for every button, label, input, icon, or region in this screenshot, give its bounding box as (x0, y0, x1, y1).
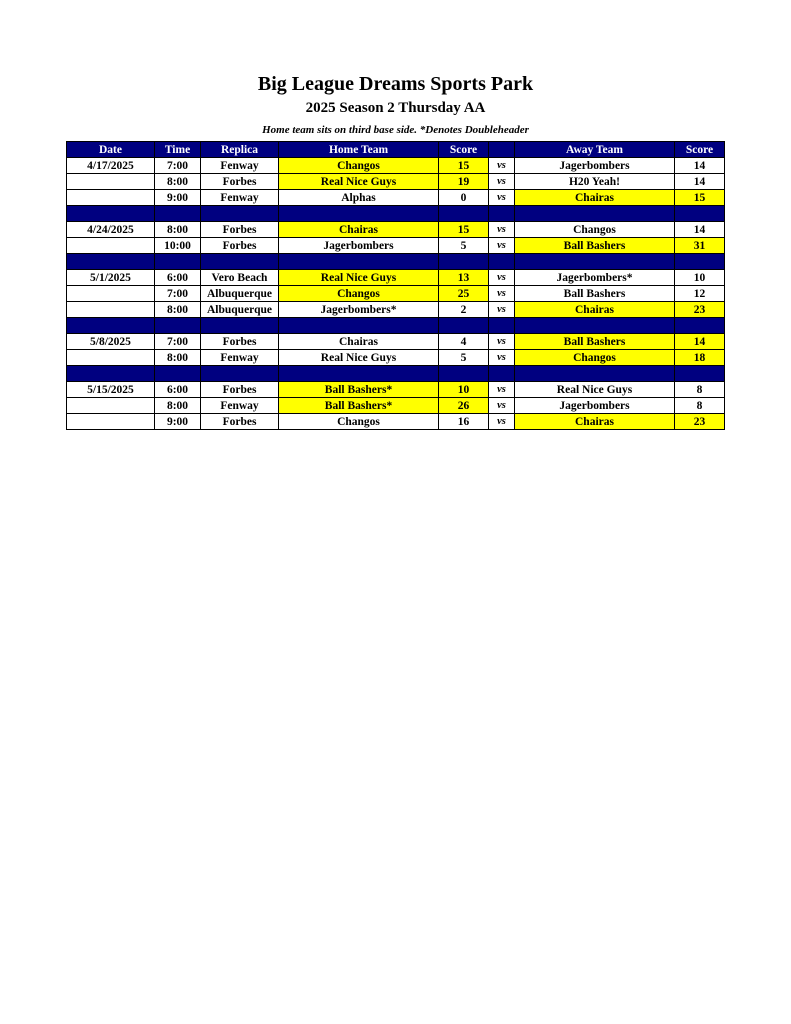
away-team: Ball Bashers (515, 286, 675, 302)
game-date: 4/17/2025 (67, 158, 155, 174)
separator-cell (675, 206, 725, 222)
game-replica: Vero Beach (201, 270, 279, 286)
game-time: 10:00 (155, 238, 201, 254)
game-time: 6:00 (155, 382, 201, 398)
away-score: 23 (675, 414, 725, 430)
away-team: Chairas (515, 414, 675, 430)
game-date (67, 174, 155, 190)
separator-cell (279, 366, 439, 382)
away-team: Changos (515, 350, 675, 366)
away-team: Chairas (515, 190, 675, 206)
game-date (67, 302, 155, 318)
away-team: Jagerbombers (515, 158, 675, 174)
separator-cell (675, 318, 725, 334)
vs-label: vs (489, 334, 515, 350)
separator-cell (515, 206, 675, 222)
game-date (67, 350, 155, 366)
home-score: 19 (439, 174, 489, 190)
vs-label: vs (489, 270, 515, 286)
separator-cell (489, 318, 515, 334)
away-score: 10 (675, 270, 725, 286)
home-score: 15 (439, 158, 489, 174)
game-replica: Albuquerque (201, 286, 279, 302)
away-score: 14 (675, 158, 725, 174)
separator-cell (67, 318, 155, 334)
game-time: 9:00 (155, 414, 201, 430)
game-replica: Forbes (201, 414, 279, 430)
game-time: 7:00 (155, 286, 201, 302)
home-team: Ball Bashers* (279, 382, 439, 398)
separator-cell (439, 206, 489, 222)
home-team: Jagerbombers* (279, 302, 439, 318)
home-score: 13 (439, 270, 489, 286)
vs-label: vs (489, 414, 515, 430)
separator-cell (155, 206, 201, 222)
away-team: Ball Bashers (515, 238, 675, 254)
away-score: 23 (675, 302, 725, 318)
away-team: Ball Bashers (515, 334, 675, 350)
game-replica: Forbes (201, 382, 279, 398)
separator-cell (439, 318, 489, 334)
away-team: Real Nice Guys (515, 382, 675, 398)
away-score: 15 (675, 190, 725, 206)
separator-cell (489, 206, 515, 222)
home-team: Changos (279, 158, 439, 174)
table-row (67, 222, 725, 238)
home-team: Real Nice Guys (279, 270, 439, 286)
home-team: Changos (279, 414, 439, 430)
col-header-vs (489, 142, 515, 158)
home-score: 5 (439, 350, 489, 366)
separator-cell (67, 254, 155, 270)
game-date (67, 286, 155, 302)
vs-label: vs (489, 238, 515, 254)
game-replica: Fenway (201, 158, 279, 174)
separator-cell (279, 206, 439, 222)
game-replica: Forbes (201, 174, 279, 190)
schedule-table (66, 141, 725, 430)
separator-cell (279, 254, 439, 270)
col-header-home-team: Home Team (279, 142, 439, 158)
game-time: 8:00 (155, 350, 201, 366)
col-header-date: Date (67, 142, 155, 158)
separator-cell (155, 318, 201, 334)
away-score: 8 (675, 398, 725, 414)
separator-cell (201, 366, 279, 382)
vs-label: vs (489, 398, 515, 414)
game-date: 5/8/2025 (67, 334, 155, 350)
vs-label: vs (489, 302, 515, 318)
game-time: 9:00 (155, 190, 201, 206)
separator-cell (515, 318, 675, 334)
table-row (67, 174, 725, 190)
vs-label: vs (489, 174, 515, 190)
col-header-away-team: Away Team (515, 142, 675, 158)
separator-cell (201, 318, 279, 334)
separator-cell (67, 366, 155, 382)
week-separator-row (67, 318, 725, 334)
home-score: 4 (439, 334, 489, 350)
home-team: Chairas (279, 222, 439, 238)
game-date: 5/1/2025 (67, 270, 155, 286)
away-team: Changos (515, 222, 675, 238)
away-team: Chairas (515, 302, 675, 318)
home-team: Real Nice Guys (279, 350, 439, 366)
separator-cell (515, 366, 675, 382)
table-row (67, 382, 725, 398)
table-row (67, 414, 725, 430)
home-score: 26 (439, 398, 489, 414)
separator-cell (439, 254, 489, 270)
game-replica: Forbes (201, 334, 279, 350)
page-subtitle: 2025 Season 2 Thursday AA (305, 100, 486, 116)
separator-cell (439, 366, 489, 382)
page-title: Big League Dreams Sports Park (257, 73, 534, 95)
week-separator-row (67, 254, 725, 270)
home-score: 2 (439, 302, 489, 318)
home-team: Real Nice Guys (279, 174, 439, 190)
table-row (67, 350, 725, 366)
week-separator-row (67, 206, 725, 222)
home-score: 25 (439, 286, 489, 302)
game-time: 8:00 (155, 302, 201, 318)
table-header-row (67, 142, 725, 158)
table-row (67, 398, 725, 414)
game-replica: Fenway (201, 350, 279, 366)
away-score: 14 (675, 334, 725, 350)
separator-cell (675, 366, 725, 382)
game-date (67, 414, 155, 430)
away-score: 12 (675, 286, 725, 302)
game-date (67, 238, 155, 254)
separator-cell (67, 206, 155, 222)
away-score: 31 (675, 238, 725, 254)
vs-label: vs (489, 350, 515, 366)
separator-cell (155, 254, 201, 270)
game-time: 8:00 (155, 398, 201, 414)
table-row (67, 158, 725, 174)
home-team: Chairas (279, 334, 439, 350)
game-date (67, 398, 155, 414)
separator-cell (155, 366, 201, 382)
away-team: Jagerbombers (515, 398, 675, 414)
away-team: H20 Yeah! (515, 174, 675, 190)
away-score: 18 (675, 350, 725, 366)
separator-cell (515, 254, 675, 270)
separator-cell (489, 366, 515, 382)
game-replica: Fenway (201, 190, 279, 206)
game-date: 5/15/2025 (67, 382, 155, 398)
game-replica: Albuquerque (201, 302, 279, 318)
away-score: 14 (675, 174, 725, 190)
table-row (67, 334, 725, 350)
game-replica: Fenway (201, 398, 279, 414)
col-header-replica: Replica (201, 142, 279, 158)
away-score: 8 (675, 382, 725, 398)
game-date (67, 190, 155, 206)
game-date: 4/24/2025 (67, 222, 155, 238)
home-score: 16 (439, 414, 489, 430)
schedule-body (67, 158, 725, 430)
col-header-home-score: Score (439, 142, 489, 158)
game-time: 7:00 (155, 334, 201, 350)
week-separator-row (67, 366, 725, 382)
vs-label: vs (489, 382, 515, 398)
home-team: Jagerbombers (279, 238, 439, 254)
col-header-time: Time (155, 142, 201, 158)
home-score: 10 (439, 382, 489, 398)
separator-cell (489, 254, 515, 270)
away-team: Jagerbombers* (515, 270, 675, 286)
table-row (67, 190, 725, 206)
schedule-note: Home team sits on third base side. *Denotes Doubleheader (262, 124, 529, 136)
game-time: 8:00 (155, 174, 201, 190)
table-row (67, 302, 725, 318)
away-score: 14 (675, 222, 725, 238)
game-replica: Forbes (201, 222, 279, 238)
separator-cell (201, 206, 279, 222)
separator-cell (201, 254, 279, 270)
home-score: 15 (439, 222, 489, 238)
table-row (67, 270, 725, 286)
vs-label: vs (489, 286, 515, 302)
home-team: Changos (279, 286, 439, 302)
game-time: 8:00 (155, 222, 201, 238)
col-header-away-score: Score (675, 142, 725, 158)
game-time: 7:00 (155, 158, 201, 174)
vs-label: vs (489, 158, 515, 174)
table-row (67, 286, 725, 302)
vs-label: vs (489, 222, 515, 238)
home-team: Alphas (279, 190, 439, 206)
separator-cell (279, 318, 439, 334)
home-score: 5 (439, 238, 489, 254)
home-team: Ball Bashers* (279, 398, 439, 414)
separator-cell (675, 254, 725, 270)
home-score: 0 (439, 190, 489, 206)
vs-label: vs (489, 190, 515, 206)
table-row (67, 238, 725, 254)
game-replica: Forbes (201, 238, 279, 254)
game-time: 6:00 (155, 270, 201, 286)
